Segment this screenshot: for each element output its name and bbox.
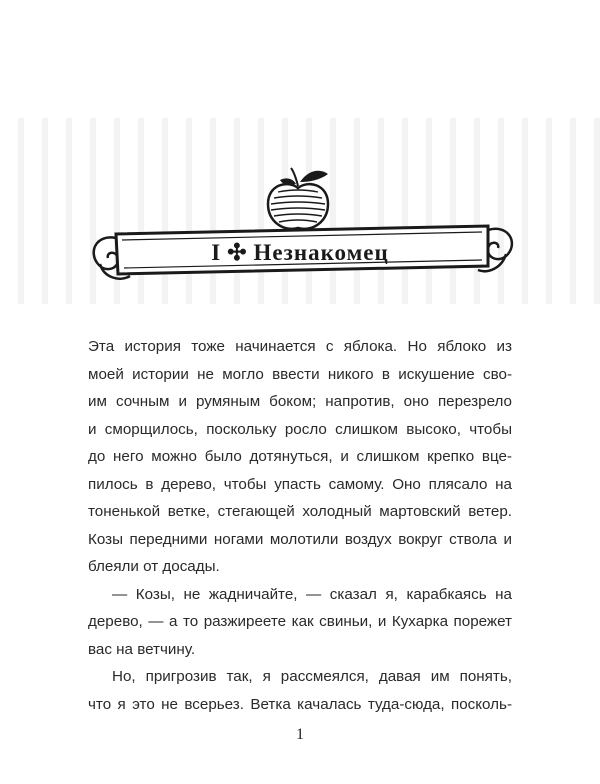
chapter-body [88,333,512,718]
chapter-number: I [211,240,222,265]
chapter-separator-icon: ✣ [227,240,248,265]
text-line: и сморщилось, поскольку росло слишком высоко, чтобы [88,420,512,438]
text-line: — Козы, не жадничайте, — сказал я, карабкаясь на [112,585,512,603]
text-line: Эта история тоже начинается с яблока. Но яблоко из [88,338,512,355]
text-line: Но, пригрозив так, я рассмеялся, давая им понять, [112,668,512,685]
text-line: тоненькой ветке, стегающей холодный мартовский ветер. [88,503,512,520]
text-line: пилось в дерево, чтобы упасть самому. Оно плясало на [88,475,512,493]
text-line: Козы передними ногами молотили воздух вокруг ствола и [88,530,512,548]
text-line: блеяли от досады. [88,558,220,575]
text-line: моей истории не могло ввести никого в искушение сво- [88,365,512,383]
paragraph-2 [88,581,512,664]
chapter-title [0,237,600,269]
text-line: дерево, — а то разжиреете как свиньи, и Кухарка порежет [88,613,512,630]
text-line: им сочным и румяным боком; напротив, оно перезрело [88,393,512,410]
page-number: 1 [296,726,304,743]
text-line: вас на ветчину. [88,640,196,658]
text-line: что я это не всерьез. Ветка качалась туда-сюда, посколь- [88,695,512,713]
paragraph-3 [88,663,512,718]
text-line: до него можно было дотянуться, и слишком крепко вце- [88,448,512,465]
paragraph-1 [88,333,512,581]
chapter-name: Незнакомец [253,240,389,265]
